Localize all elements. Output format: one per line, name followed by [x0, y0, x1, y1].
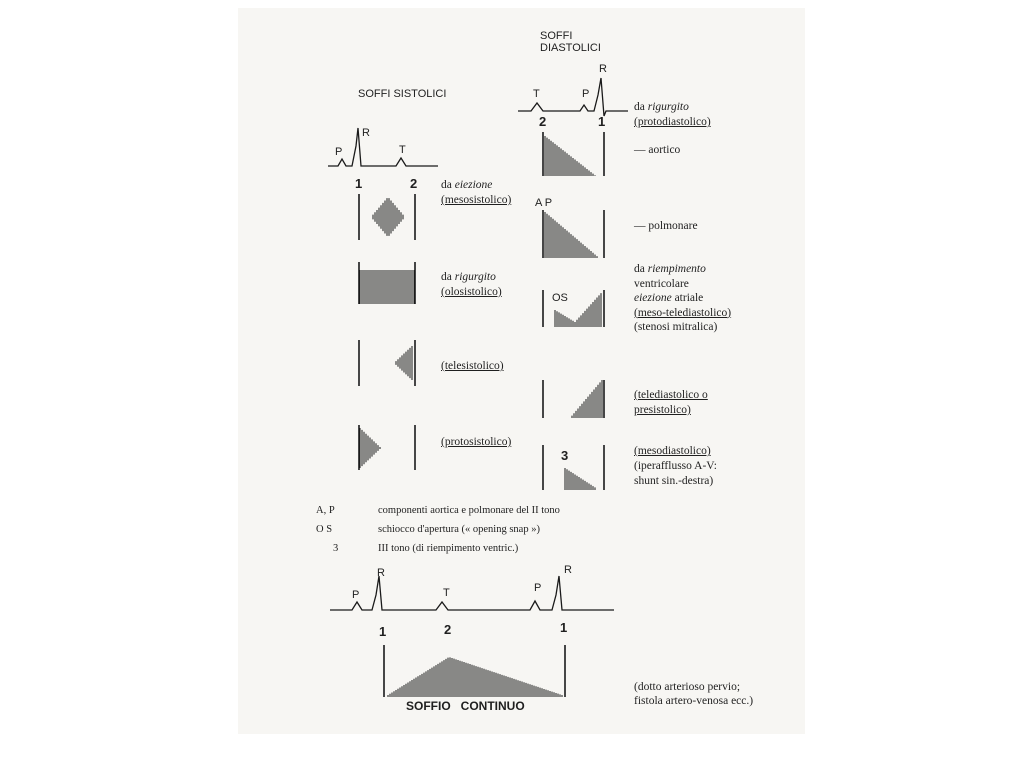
sound-3-diastolic: 3 [561, 448, 569, 463]
caption-continuous: SOFFIO CONTINUO [406, 699, 525, 713]
legend-key-os: O S [316, 524, 333, 535]
wave-label-ap: A P [535, 197, 553, 209]
legend-text-3: III tono (di riempimento ventric.) [378, 543, 519, 554]
wave-label-r-cont-2: R [564, 564, 572, 576]
murmur-pulmonary-regurg [545, 212, 597, 258]
heading-diastolic: SOFFI DIASTOLICI [540, 30, 601, 54]
caption-filling: da riempimento ventricolare eiezione atriale (meso-telediastolico) (stenosi mitralica) [634, 263, 732, 333]
legend-text-os: schiocco d'apertura (« opening snap ») [378, 524, 540, 535]
wave-label-p-systolic: P [335, 146, 343, 158]
ecg-trace-systolic [328, 128, 438, 166]
wave-label-r-systolic: R [362, 127, 370, 139]
wave-label-r-cont-1: R [377, 567, 385, 579]
sound-2-diastolic: 2 [539, 114, 547, 129]
sound-1-cont-a: 1 [379, 624, 387, 639]
murmur-continuous [388, 657, 562, 697]
ecg-trace-continuous [330, 576, 614, 610]
sound-1-cont-b: 1 [560, 620, 568, 635]
wave-label-p-cont-1: P [352, 589, 360, 601]
wave-label-t-diastolic: T [533, 88, 540, 100]
caption-continuous-note: (dotto arterioso pervio; fistola artero-venosa ecc.) [634, 681, 754, 707]
legend-key-3: 3 [333, 543, 339, 554]
caption-ejection: da eiezione [441, 179, 493, 191]
sound-2-systolic: 2 [410, 176, 418, 191]
legend-text-ap: componenti aortica e polmonare del II tono [378, 505, 560, 516]
caption-pulmonary: — polmonare [634, 220, 698, 232]
caption-regurg-diastolic: da rigurgito [634, 101, 689, 113]
wave-label-t-systolic: T [399, 144, 406, 156]
legend-key-ap: A, P [316, 505, 335, 516]
murmur-shapes [360, 136, 602, 697]
murmur-late-systolic [394, 346, 412, 380]
wave-label-os: OS [552, 292, 568, 304]
caption-mid-diastolic: (mesodiastolico) (iperafflusso A-V: shunt sin.-destra) [634, 445, 717, 487]
murmur-early-systolic [360, 428, 380, 468]
caption-early-systolic: (protosistolico) [441, 436, 512, 448]
caption-protodiastolic: (protodiastolico) [634, 116, 711, 128]
wave-label-t-cont: T [443, 587, 450, 599]
murmur-aortic-regurg [545, 136, 595, 176]
caption-mesosystolic: (mesosistolico) [441, 194, 512, 206]
caption-late-systolic: (telesistolico) [441, 360, 504, 372]
wave-label-p-cont-2: P [534, 582, 542, 594]
sound-2-cont: 2 [444, 622, 452, 637]
caption-holosystolic: (olosistolico) [441, 286, 502, 298]
murmur-presystolic [570, 380, 602, 418]
caption-aortic: — aortico [634, 144, 681, 156]
boundary-bars [359, 132, 604, 697]
wave-label-p-diastolic: P [582, 88, 590, 100]
murmur-mesosystolic [371, 198, 405, 236]
caption-late-diastolic: (telediastolico o presistolico) [634, 389, 708, 416]
caption-regurg-systolic: da rigurgito [441, 271, 496, 283]
murmur-holosystolic [360, 270, 414, 304]
sound-1-diastolic: 1 [598, 114, 606, 129]
sound-1-systolic: 1 [355, 176, 363, 191]
heading-systolic: SOFFI SISTOLICI [358, 88, 447, 100]
murmur-mid-diastolic [565, 468, 595, 490]
wave-label-r-diastolic: R [599, 63, 607, 75]
